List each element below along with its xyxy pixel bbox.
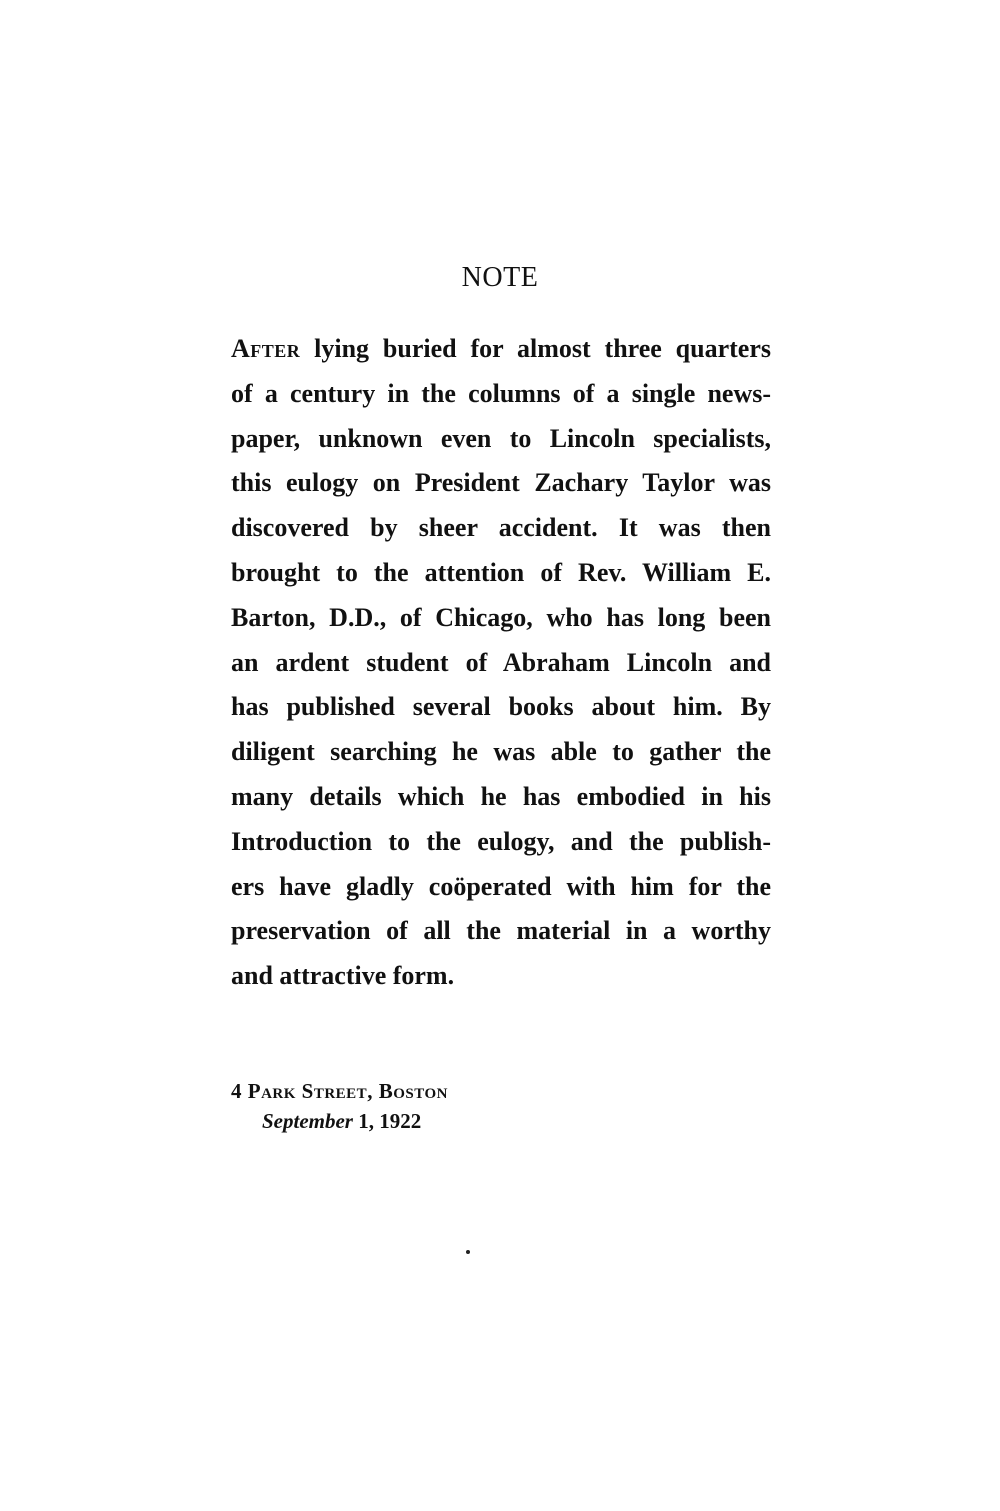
note-line-11: many details which he has embodied in his [231,781,771,811]
note-line-4: this eulogy on President Zachary Taylor was [231,468,771,498]
signature-block [231,1076,448,1136]
note-line-1-text: lying buried for almost three quarters [300,334,771,363]
lead-word: After [231,334,301,363]
note-line-7: Barton, D.D., of Chicago, who has long been [231,602,771,632]
note-line-6: brought to the attention of Rev. William E. [231,557,771,587]
signature-month: September [262,1109,353,1133]
note-line-3: paper, unknown even to Lincoln specialists, [231,423,771,453]
stray-mark [466,1250,470,1254]
note-line-10: diligent searching he was able to gather the [231,737,771,767]
note-line-12: Introduction to the eulogy, and the publish- [231,826,771,856]
note-line-14: preservation of all the material in a worthy [231,916,771,946]
note-body [231,327,771,999]
signature-date [231,1106,448,1136]
note-line-15: and attractive form. [231,961,455,991]
note-line-5: discovered by sheer accident. It was then [231,513,771,543]
note-line-13: ers have gladly coöperated with him for the [231,871,771,901]
signature-day-year: 1, 1922 [352,1109,422,1133]
note-line-8: an ardent student of Abraham Lincoln and [231,647,771,677]
note-line-9: has published several books about him. By [231,692,771,722]
publisher-address: 4 Park Street, Boston [231,1079,448,1103]
note-line-1 [231,327,771,372]
note-line-2: of a century in the columns of a single news- [231,378,771,408]
page-title: NOTE [461,262,539,293]
